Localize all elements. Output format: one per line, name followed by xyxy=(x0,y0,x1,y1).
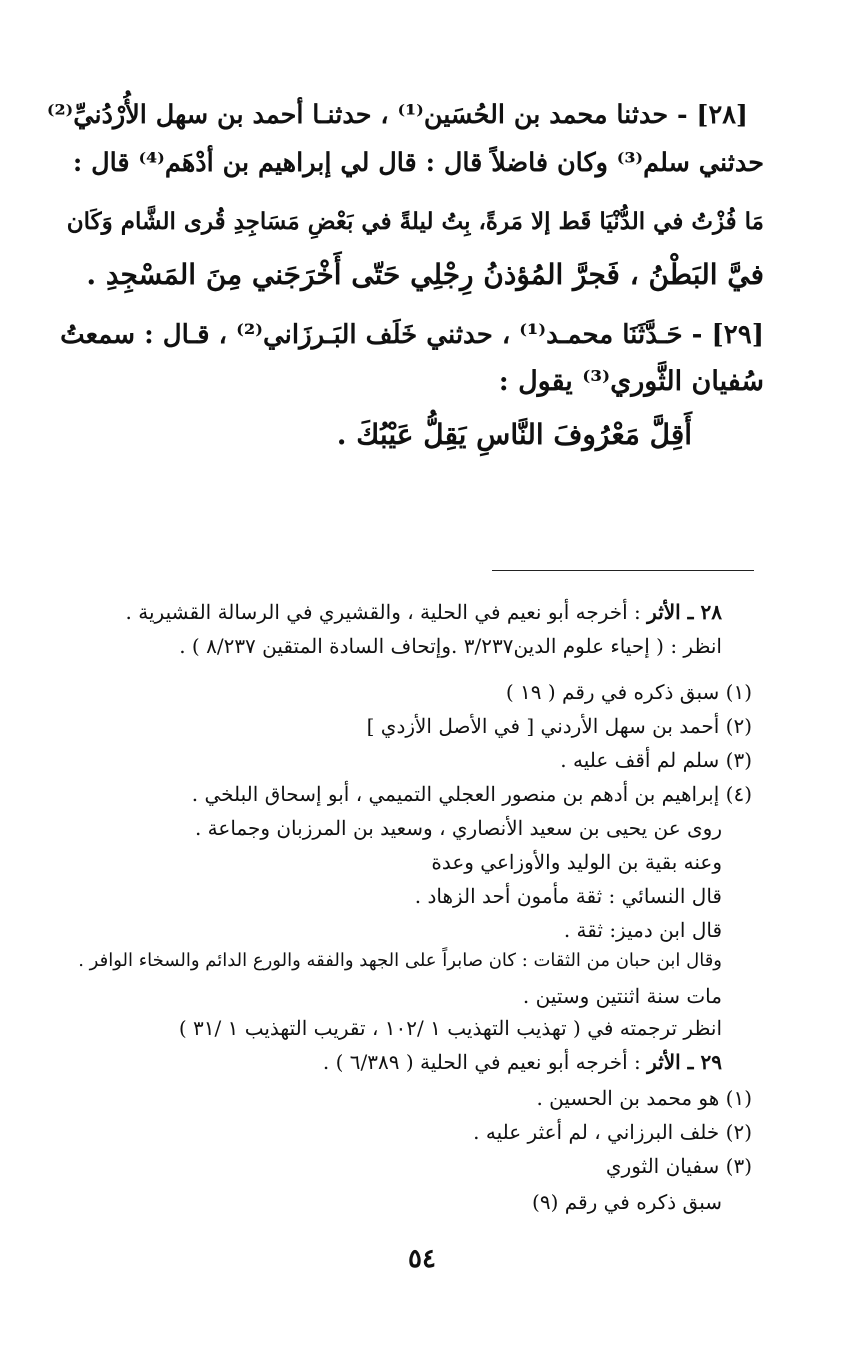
footnote-29-3: (٣) سفيان الثوري xyxy=(605,1154,752,1178)
footnote-4-line-3: وعنه بقية بن الوليد والأوزاعي وعدة xyxy=(431,850,722,874)
footnote-29-1: (١) هو محمد بن الحسين . xyxy=(536,1086,752,1110)
footnote-refs-28: انظر : ( إحياء علوم الدين٣/٢٣٧ .وإتحاف السادة المتقين ٨/٢٣٧ ) . xyxy=(179,634,722,658)
footnote-1: (١) سبق ذكره في رقم ( ١٩ ) xyxy=(505,680,752,704)
footnote-separator xyxy=(492,570,754,571)
hadith-28-line-2: حدثني سلم⁽³⁾ وكان فاضلاً قال : قال لي إبراهيم بن أدْهَم⁽⁴⁾ قال : xyxy=(72,148,764,178)
hadith-29-line-2: سُفيان الثَّوري⁽³⁾ يقول : xyxy=(498,366,764,397)
footnote-2: (٢) أحمد بن سهل الأردني [ في الأصل الأزدي ] xyxy=(366,714,752,738)
footnote-29-3-line-2: سبق ذكره في رقم (٩) xyxy=(532,1190,722,1214)
footnote-athar-28 xyxy=(126,600,722,624)
athar-28-text: : أخرجه أبو نعيم في الحلية ، والقشيري في الرسالة القشيرية . xyxy=(125,600,648,624)
hadith-28-text-line-2: فيَّ البَطْنُ ، فَجرَّ المُؤذنُ رِجْلِي حَتّى أَخْرَجَني مِنَ المَسْجِدِ . xyxy=(86,258,764,291)
footnote-4: (٤) إبراهيم بن أدهم بن منصور العجلي التميمي ، أبو إسحاق البلخي . xyxy=(191,782,752,806)
hadith-28-text-line-1: مَا فُزْتُ في الدُّنْيَا قَط إلا مَرةً، بِتُ ليلةً في بَعْضِ مَسَاجِدِ قُرى الشَّام وَكَان xyxy=(66,208,764,235)
footnote-4-line-2: روى عن يحيى بن سعيد الأنصاري ، وسعيد بن المرزبان وجماعة . xyxy=(194,816,722,840)
footnote-4-line-8: انظر ترجمته في ( تهذيب التهذيب ١ /١٠٢ ، تقريب التهذيب ١ /٣١ ) xyxy=(178,1016,722,1040)
athar-29-label: ٢٩ ـ الأثر xyxy=(647,1050,722,1074)
hadith-29-line-1: [٢٩] - حَـدَّثَنَا محمـد⁽¹⁾ ، حدثني خَلَف البَـرزَاني⁽²⁾ ، قـال : سمعتُ xyxy=(60,320,764,350)
footnote-4-line-7: مات سنة اثنتين وستين . xyxy=(522,984,722,1008)
athar-29-text: : أخرجه أبو نعيم في الحلية ( ٦/٣٨٩ ) . xyxy=(322,1050,648,1074)
footnote-athar-29 xyxy=(323,1050,722,1074)
footnote-29-2: (٢) خلف البرزاني ، لم أعثر عليه . xyxy=(473,1120,752,1144)
hadith-29-text: أَقِلَّ مَعْرُوفَ النَّاسِ يَقِلُّ عَيْبُكَ . xyxy=(336,418,692,451)
footnote-4-line-4: قال النسائي : ثقة مأمون أحد الزهاد . xyxy=(414,884,722,908)
page-number: ٥٤ xyxy=(408,1244,436,1274)
hadith-28-line-1: [٢٨] - حدثنا محمد بن الحُسَين⁽¹⁾ ، حدثنـا أحمد بن سهل الأُرْدُنيِّ⁽²⁾ xyxy=(46,100,748,130)
footnote-3: (٣) سلم لم أقف عليه . xyxy=(560,748,752,772)
footnote-4-line-6: وقال ابن حبان من الثقات : كان صابراً على الجهد والفقه والورع الدائم والسخاء الوافر . xyxy=(78,950,722,971)
footnote-4-line-5: قال ابن دميز: ثقة . xyxy=(563,918,722,942)
athar-28-label: ٢٨ ـ الأثر xyxy=(647,600,722,624)
